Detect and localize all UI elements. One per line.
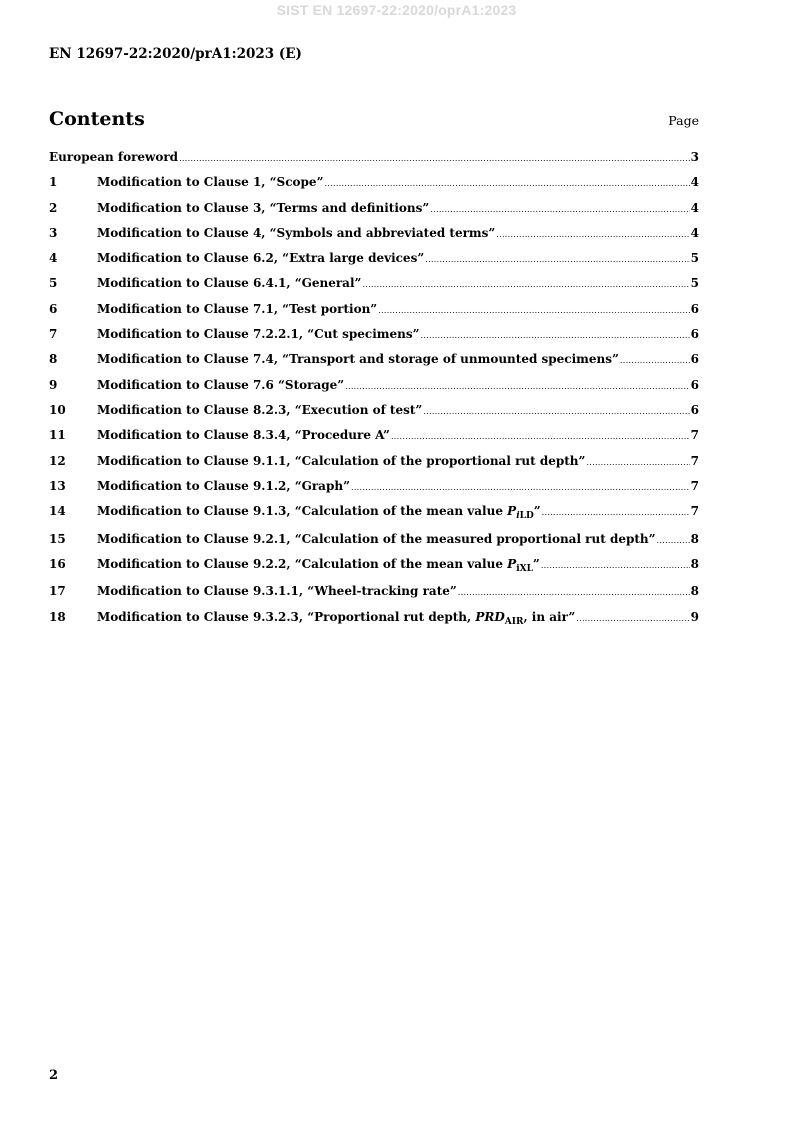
- toc-entry[interactable]: [49, 251, 699, 276]
- toc-entry-title-text: Modification to Clause 9.3.2.3, “Proportional rut depth,: [97, 609, 476, 624]
- contents-title: Contents: [49, 108, 145, 130]
- toc-entry-title-tail: , in air”: [523, 609, 576, 624]
- toc-entry[interactable]: [49, 150, 699, 175]
- toc-entry-number: 16: [49, 556, 66, 571]
- toc-entry-title: Modification to Clause 6.4.1, “General”: [97, 276, 362, 291]
- toc-entry-page: 4: [690, 200, 699, 215]
- toc-entry-page: 8: [690, 556, 699, 571]
- dot-leader: [586, 458, 689, 467]
- symbol-text: PRD: [475, 609, 505, 624]
- toc-entry[interactable]: [49, 532, 699, 557]
- toc-entry-number: 18: [49, 609, 66, 624]
- dot-leader: [421, 331, 690, 340]
- page-number: 2: [49, 1068, 59, 1083]
- toc-entry-page: 4: [690, 175, 699, 190]
- toc-entry[interactable]: [49, 378, 699, 403]
- toc-entry-title: Modification to Clause 9.1.2, “Graph”: [97, 478, 350, 493]
- toc-entry-page: 5: [690, 276, 699, 291]
- dot-leader: [657, 536, 690, 545]
- toc-entry-number: 15: [49, 531, 66, 546]
- toc-entry[interactable]: [49, 302, 699, 327]
- dot-leader: [541, 561, 690, 570]
- toc-entry-number: 3: [49, 225, 58, 240]
- symbol-text: P: [507, 556, 517, 571]
- toc-entry-number: 1: [49, 175, 58, 190]
- toc-entry[interactable]: [49, 504, 699, 531]
- toc-entry-page: 7: [690, 504, 699, 519]
- toc-entry-number: 5: [49, 276, 58, 291]
- toc-entry[interactable]: [49, 428, 699, 453]
- toc-entry[interactable]: [49, 175, 699, 200]
- symbol-subscript: [516, 511, 534, 521]
- table-of-contents: [49, 150, 699, 635]
- symbol-subscript-text: LD: [519, 511, 534, 522]
- toc-entry[interactable]: [49, 352, 699, 377]
- toc-entry-number: 9: [49, 377, 58, 392]
- toc-entry-page: 6: [690, 301, 699, 316]
- toc-entry-number: 17: [49, 584, 66, 599]
- toc-entry-title: Modification to Clause 9.1.1, “Calculation of the proportional rut depth”: [97, 453, 586, 468]
- toc-entry-number: 6: [49, 301, 58, 316]
- toc-entry-number: 12: [49, 453, 66, 468]
- toc-entry-page: 6: [690, 352, 699, 367]
- toc-entry-page: 6: [690, 377, 699, 392]
- toc-entry[interactable]: [49, 226, 699, 251]
- toc-entry[interactable]: [49, 403, 699, 428]
- toc-entry[interactable]: [49, 610, 699, 635]
- toc-entry-title: Modification to Clause 9.2.1, “Calculation of the measured proportional rut depth”: [97, 531, 656, 546]
- dot-leader: [378, 306, 689, 315]
- toc-entry-number: 11: [49, 428, 66, 443]
- toc-entry-title: Modification to Clause 1, “Scope”: [97, 175, 324, 190]
- toc-entry-page: 6: [690, 327, 699, 342]
- dot-leader: [430, 205, 689, 214]
- toc-entry[interactable]: [49, 479, 699, 504]
- toc-entry-page: 8: [690, 531, 699, 546]
- toc-entry-page: 3: [690, 150, 699, 164]
- toc-entry-title: [97, 609, 576, 627]
- dot-leader: [423, 407, 689, 416]
- page-column-label: Page: [668, 113, 699, 128]
- toc-entry-title: Modification to Clause 3, “Terms and definitions”: [97, 200, 430, 215]
- toc-entry-number: 7: [49, 327, 58, 342]
- toc-entry[interactable]: [49, 276, 699, 301]
- toc-entry-title-text: Modification to Clause 9.2.2, “Calculation of the mean value: [97, 556, 508, 571]
- dot-leader: [496, 230, 689, 239]
- dot-leader: [324, 179, 689, 188]
- toc-entry-title: Modification to Clause 8.3.4, “Procedure A”: [97, 428, 390, 443]
- toc-entry[interactable]: [49, 584, 699, 609]
- dot-leader: [179, 154, 690, 163]
- toc-entry-title-tail: ”: [533, 504, 541, 519]
- toc-entry-page: 5: [690, 251, 699, 266]
- dot-leader: [362, 280, 689, 289]
- toc-entry-title: Modification to Clause 7.1, “Test portion”: [97, 301, 378, 316]
- toc-entry[interactable]: [49, 327, 699, 352]
- toc-entry-title: [97, 504, 541, 522]
- toc-entry-title-text: Modification to Clause 9.1.3, “Calculation of the mean value: [97, 504, 508, 519]
- dot-leader: [351, 483, 690, 492]
- toc-entry-title: Modification to Clause 9.3.1.1, “Wheel-tracking rate”: [97, 584, 457, 599]
- toc-entry-title: Modification to Clause 7.2.2.1, “Cut specimens”: [97, 327, 420, 342]
- dot-leader: [576, 614, 689, 623]
- toc-entry-page: 7: [690, 453, 699, 468]
- toc-entry[interactable]: [49, 454, 699, 479]
- dot-leader: [391, 432, 690, 441]
- symbol-subscript: AIR: [504, 616, 524, 627]
- contents-header: [49, 108, 699, 134]
- toc-entry[interactable]: [49, 201, 699, 226]
- toc-entry-number: 8: [49, 352, 58, 367]
- toc-entry-page: 9: [690, 609, 699, 624]
- symbol-subscript: iXL: [516, 563, 533, 574]
- toc-entry-page: 7: [690, 428, 699, 443]
- dot-leader: [345, 382, 689, 391]
- toc-entry-number: 14: [49, 504, 66, 519]
- symbol-text: P: [507, 504, 517, 519]
- toc-entry-number: 4: [49, 251, 58, 266]
- document-id: EN 12697-22:2020/prA1:2023 (E): [49, 46, 302, 62]
- symbol-subscript-italic: i: [516, 511, 520, 522]
- toc-entry-title-tail: ”: [532, 556, 540, 571]
- toc-entry-page: 4: [690, 225, 699, 240]
- toc-entry-title: Modification to Clause 7.6 “Storage”: [97, 377, 345, 392]
- toc-entry-page: 8: [690, 584, 699, 599]
- dot-leader: [458, 588, 690, 597]
- dot-leader: [542, 508, 690, 517]
- toc-entry-title: Modification to Clause 7.4, “Transport and storage of unmounted specimens”: [97, 352, 619, 367]
- toc-entry[interactable]: [49, 557, 699, 584]
- dot-leader: [620, 356, 690, 365]
- toc-entry-page: 6: [690, 402, 699, 417]
- watermark: SIST EN 12697-22:2020/oprA1:2023: [276, 2, 517, 18]
- toc-entry-title: [97, 556, 540, 574]
- dot-leader: [425, 255, 689, 264]
- toc-entry-number: 13: [49, 478, 66, 493]
- toc-entry-number: 10: [49, 402, 66, 417]
- toc-entry-title: Modification to Clause 4, “Symbols and abbreviated terms”: [97, 225, 496, 240]
- toc-entry-title: European foreword: [49, 150, 179, 164]
- toc-entry-page: 7: [690, 478, 699, 493]
- toc-entry-title: Modification to Clause 6.2, “Extra large devices”: [97, 251, 425, 266]
- toc-entry-number: 2: [49, 200, 58, 215]
- toc-entry-title: Modification to Clause 8.2.3, “Execution of test”: [97, 402, 423, 417]
